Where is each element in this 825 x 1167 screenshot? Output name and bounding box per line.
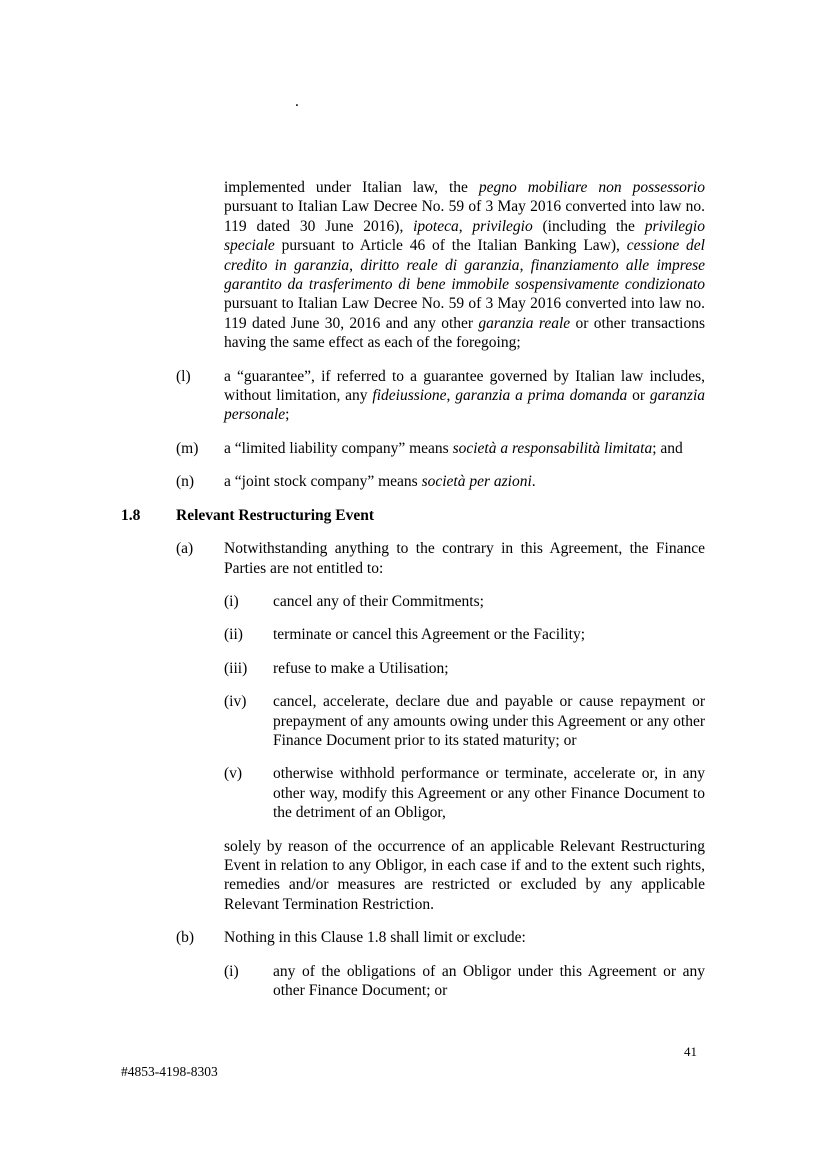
clause-item-text: Notwithstanding anything to the contrary in this Agreement, the Finance Parties are not entitled to: <box>224 540 705 577</box>
sub-item-text: terminate or cancel this Agreement or the Facility; <box>273 626 586 644</box>
stray-mark: . <box>295 93 299 110</box>
item-label: (n) <box>176 473 195 491</box>
continuation-paragraph: implemented under Italian law, the pegno mobiliare non possessorio pursuant to Italian Law Decree No. 59 of 3 May 2016 converted into law no. 119 dated 30 June 2016), ipoteca, privilegio (including the privilegio speciale pursuant to Article 46 of the Italian Banking Law), cessione del credito in garanzia, diritto reale di garanzia, finanziamento alle imprese garantito da trasferimento di bene immobile sospensivamente condizionato pursuant to Italian Law Decree No. 59 of 3 May 2016 converted into law no. 119 dated June 30, 2016 and any other garanzia reale or other transactions having the same effect as each of the foregoing; <box>224 179 705 352</box>
sub-item-label: (iii) <box>224 659 248 677</box>
page-content <box>0 178 825 1014</box>
sub-item-a-iv <box>224 692 705 750</box>
sub-item-a-ii <box>224 625 705 644</box>
clause-number: 1.8 <box>121 506 141 524</box>
clause-title: Relevant Restructuring Event <box>176 506 375 524</box>
clause-item-label: (a) <box>176 540 194 558</box>
sub-item-b-i <box>224 962 705 1001</box>
sub-item-text: refuse to make a Utilisation; <box>273 659 449 677</box>
clause-item-text: Nothing in this Clause 1.8 shall limit or exclude: <box>224 929 526 947</box>
item-label: (l) <box>176 367 191 385</box>
definition-item-l <box>176 367 705 425</box>
sub-item-text: cancel any of their Commitments; <box>273 592 484 610</box>
item-text: a “joint stock company” means società per azioni. <box>224 473 536 491</box>
sub-item-label: (ii) <box>224 626 243 644</box>
clause-item-a <box>176 539 705 578</box>
sub-item-label: (i) <box>224 962 239 980</box>
sub-item-text: otherwise withhold performance or terminate, accelerate or, in any other way, modify this Agreement or any other Finance Document to the detriment of an Obligor, <box>273 765 705 822</box>
clause-heading <box>121 506 705 525</box>
item-text: a “guarantee”, if referred to a guarantee governed by Italian law includes, without limitation, any fideiussione, garanzia a prima domanda or garanzia personale; <box>224 367 706 424</box>
sub-item-a-iii <box>224 659 705 678</box>
sub-item-label: (i) <box>224 592 239 610</box>
item-text: a “limited liability company” means società a responsabilità limitata; and <box>224 439 683 457</box>
clause-item-label: (b) <box>176 929 195 947</box>
sub-item-text: any of the obligations of an Obligor under this Agreement or any other Finance Document; or <box>273 962 705 999</box>
sub-item-a-v <box>224 764 705 822</box>
definition-item-n <box>176 472 705 491</box>
sub-item-label: (iv) <box>224 693 247 711</box>
document-id: #4853-4198-8303 <box>121 1064 218 1079</box>
sub-item-a-i <box>224 592 705 611</box>
item-label: (m) <box>176 439 199 457</box>
page-number: 41 <box>684 1044 697 1059</box>
sub-item-label: (v) <box>224 765 243 783</box>
clause-item-b <box>176 928 705 947</box>
sub-item-text: cancel, accelerate, declare due and payable or cause repayment or prepayment of any amounts owing under this Agreement or any other Finance Document prior to its stated maturity; or <box>273 693 705 749</box>
definition-item-m <box>176 439 705 458</box>
clause-item-a-closing: solely by reason of the occurrence of an applicable Relevant Restructuring Event in relation to any Obligor, in each case if and to the extent such rights, remedies and/or measures are restricted or excluded by any applicable Relevant Termination Restriction. <box>224 837 705 913</box>
